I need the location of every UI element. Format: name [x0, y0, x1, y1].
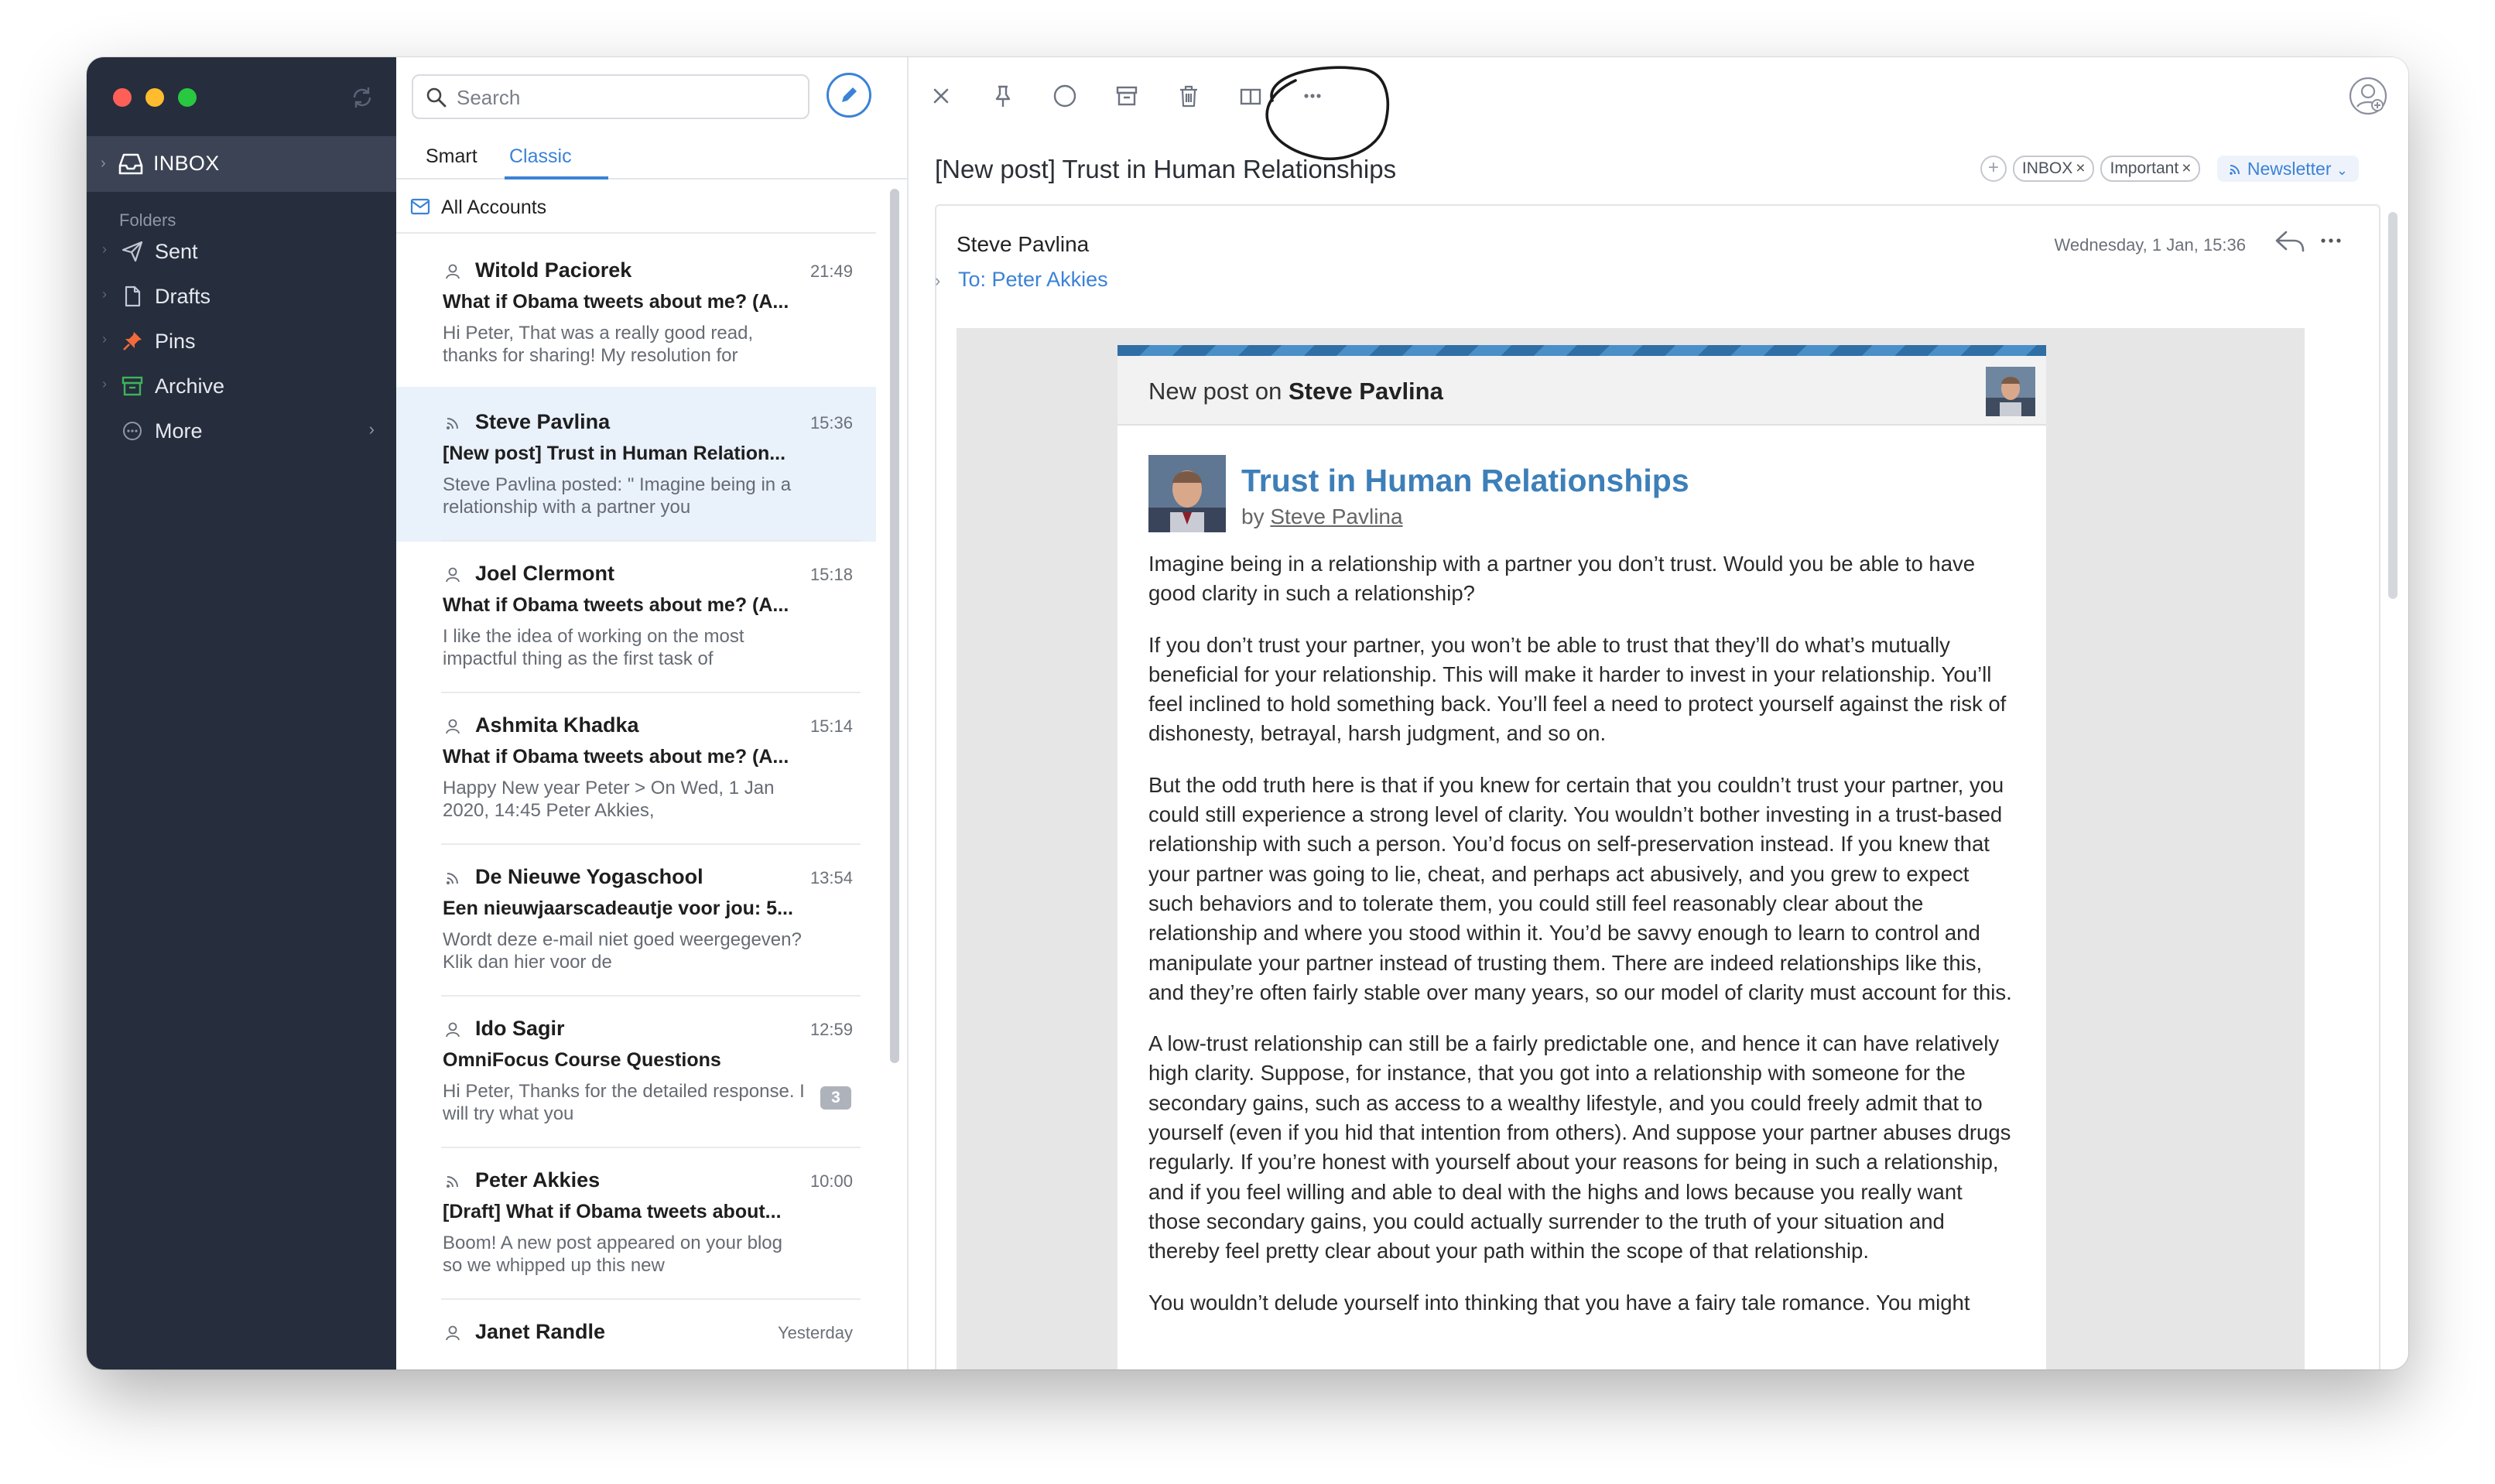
message-row[interactable] [396, 235, 876, 390]
email-subject: [New post] Trust in Human Relationships [935, 155, 1397, 183]
message-sender: Peter Akkies [475, 1168, 601, 1192]
post-title-link[interactable]: Trust in Human Relationships [1241, 463, 1689, 498]
message-preview: I like the idea of working on the most impactful thing as the first task of [443, 626, 744, 669]
message-sender: Ido Sagir [475, 1017, 565, 1040]
rss-icon [444, 1173, 461, 1190]
chevron-right-icon[interactable]: › [935, 271, 941, 290]
message-subject: What if Obama tweets about me? (A... [443, 291, 789, 313]
ellipsis-circle-icon [121, 419, 144, 443]
sidebar-item-sent[interactable] [87, 229, 396, 272]
message-preview: Wordt deze e-mail niet goed weergegeven? Klik dan hier voor de [443, 929, 802, 973]
chevron-right-icon[interactable]: › [101, 155, 106, 172]
list-tabs [396, 132, 907, 180]
chevron-right-icon: › [368, 419, 375, 439]
message-sender: Janet Randle [475, 1320, 606, 1343]
rss-icon [444, 415, 461, 432]
person-icon [444, 718, 461, 735]
add-tag-button[interactable]: + [1980, 156, 2007, 182]
newsletter-label: Newsletter [2247, 159, 2332, 179]
tab-classic[interactable]: Classic [509, 145, 572, 167]
message-sender: Ashmita Khadka [475, 713, 639, 737]
message-preview: Boom! A new post appeared on your blog so we whipped up this new [443, 1233, 782, 1276]
message-preview: Happy New year Peter > On Wed, 1 Jan 2020, 14:45 Peter Akkies, [443, 778, 775, 821]
sidebar [87, 57, 396, 1369]
message-subject: What if Obama tweets about me? (A... [443, 594, 789, 616]
chevron-right-icon[interactable]: › [102, 241, 107, 257]
header-prefix: New post on [1148, 378, 1282, 405]
author-link[interactable]: Steve Pavlina [1270, 504, 1403, 528]
sidebar-item-label: Sent [155, 240, 198, 263]
message-time: 10:00 [809, 1171, 853, 1191]
sidebar-item-drafts[interactable] [87, 274, 396, 317]
all-accounts-row[interactable] [396, 181, 876, 234]
rss-icon [2228, 162, 2242, 176]
message-preview: Steve Pavlina posted: " Imagine being in a relationship with a partner you [443, 474, 792, 518]
paper-plane-icon [121, 240, 144, 263]
message-row[interactable] [396, 842, 876, 997]
chevron-right-icon[interactable]: › [102, 376, 107, 392]
thread-count-badge: 3 [820, 1086, 851, 1110]
message-subject: [New post] Trust in Human Relation... [443, 443, 786, 464]
message-subject: Een nieuwjaarscadeautje voor jou: 5... [443, 898, 793, 919]
search-box[interactable] [412, 74, 809, 119]
message-sender: De Nieuwe Yogaschool [475, 865, 703, 888]
search-input[interactable] [457, 84, 797, 111]
hand-drawn-circle-annotation [1249, 60, 1393, 164]
newsletter-header-text [1148, 378, 1443, 405]
sidebar-item-archive[interactable] [87, 364, 396, 407]
post-paragraph: A low-trust relationship can still be a fairly predictable one, and hence it can have relatively high clarity. Suppose, for instance, that you got into a relationship with someone for the secondary gains, such as access to a wealthy lifestyle, and you could freely admit that to yourself (even if you hid that intention from others). And suppose your partner abuses drugs regularly. If you’re honest with yourself about your reasons for being in such a relationship, and if you feel willing and able to deal with the highs and lows because you really want those secondary gains, you could actually surrender to the truth of your situation and thereby feel pretty clear about your path within the scope of that relationship. [1148, 1031, 2011, 1263]
document-icon [121, 285, 144, 308]
list-scrollbar[interactable] [890, 189, 899, 1063]
chevron-down-icon: ⌄ [2336, 162, 2348, 178]
reader-scrollbar[interactable] [2388, 212, 2397, 599]
post-body [1148, 549, 2020, 1339]
post-paragraph: Imagine being in a relationship with a partner you don’t trust. Would you be able to have good clarity in such a relationship? [1148, 552, 1976, 606]
post-paragraph: You wouldn’t delude yourself into thinking that you have a fairy tale romance. You might [1148, 1290, 1970, 1315]
post-paragraph: But the odd truth here is that if you knew for certain that you couldn’t trust your partner, you could still experience a strong level of clarity. You wouldn’t bother investing in a trust-based relationship with such a person. You’d focus on self-preservation instead. If you knew that your partner was going to lie, cheat, and perhaps act abusively, and you grew to expect such behaviors and to tolerate them, you could still feel reasonably clear about the relationship and where you stood within it. You’d be savvy enough to learn to control and manipulate your partner instead of trusting them. There are indeed relationships like this, and they’re often fairly stable over many years, so our model of clarity must account for this. [1148, 772, 2012, 1004]
sync-icon[interactable] [350, 85, 375, 110]
reading-pane [909, 57, 2408, 1369]
message-sender: Steve Pavlina [475, 410, 611, 433]
account-avatar-icon[interactable] [2348, 76, 2388, 116]
message-subject: [Draft] What if Obama tweets about... [443, 1201, 782, 1222]
recipient-line[interactable] [935, 268, 1108, 292]
folders-heading: Folders [119, 210, 176, 230]
newsletter-header-stripe [1117, 345, 2046, 356]
all-accounts-label: All Accounts [441, 197, 547, 218]
message-sender: Witold Paciorek [475, 258, 632, 282]
message-time: Yesterday [777, 1323, 853, 1342]
email-date: Wednesday, 1 Jan, 15:36 [2054, 235, 2246, 255]
tag-chip-inbox[interactable] [2013, 156, 2095, 182]
sidebar-item-inbox[interactable] [87, 136, 396, 192]
sidebar-item-label: INBOX [153, 152, 220, 175]
message-row[interactable] [396, 539, 876, 693]
message-row[interactable] [396, 387, 876, 542]
sidebar-item-label: Pins [155, 330, 196, 353]
newsletter-category-button[interactable] [2217, 156, 2359, 182]
compose-button[interactable] [827, 73, 871, 118]
post-paragraph: If you don’t trust your partner, you won’t be able to trust that they’ll do what’s mutually beneficial for your relationship. This will make it harder to invest in your relationship. You’ll feel inclined to hold something back. You’ll feel a need to protect yourself against the risk of dishonesty, betrayal, harsh judgment, and so on. [1148, 632, 2007, 746]
archive-box-icon [121, 374, 144, 398]
pencil-icon [839, 85, 859, 105]
minimize-window-button[interactable] [145, 88, 164, 107]
message-time: 15:18 [809, 565, 853, 584]
pin-icon [121, 330, 144, 353]
pin-icon[interactable] [987, 80, 1018, 111]
message-row[interactable] [396, 993, 876, 1148]
sidebar-item-label: Archive [155, 374, 225, 398]
sidebar-item-pins[interactable] [87, 319, 396, 362]
author-photo[interactable] [1148, 455, 1226, 532]
tag-chip-important[interactable] [2100, 156, 2200, 182]
trash-icon[interactable] [1173, 80, 1204, 111]
remove-tag-icon[interactable]: × [2182, 159, 2192, 177]
sidebar-item-more[interactable] [87, 409, 396, 452]
mail-app-window [87, 57, 2408, 1369]
message-time: 12:59 [809, 1020, 853, 1039]
message-time: 15:14 [809, 716, 853, 736]
message-subject: OmniFocus Course Questions [443, 1049, 721, 1071]
newsletter-header [1117, 356, 2046, 426]
rss-icon [444, 870, 461, 887]
message-time: 13:54 [809, 868, 853, 887]
remove-tag-icon[interactable]: × [2076, 159, 2086, 177]
envelope-icon [410, 198, 430, 215]
message-time: 15:36 [809, 413, 853, 433]
active-tab-indicator [505, 176, 608, 180]
mark-unread-circle-icon[interactable] [1049, 80, 1080, 111]
message-row[interactable] [396, 690, 876, 845]
window-controls [113, 88, 197, 107]
tag-label: Important [2110, 159, 2179, 177]
reply-icon[interactable] [2272, 227, 2306, 255]
more-icon[interactable] [2317, 229, 2345, 252]
message-list-pane [396, 57, 909, 1369]
tag-label: INBOX [2021, 159, 2073, 177]
sender-name[interactable]: Steve Pavlina [957, 232, 1090, 256]
sidebar-item-label: More [155, 419, 203, 443]
message-preview: Hi Peter, That was a really good read, thanks for sharing! My resolution for [443, 323, 754, 366]
person-icon [444, 1021, 461, 1038]
close-icon[interactable] [926, 80, 957, 111]
message-sender: Joel Clermont [475, 562, 615, 585]
message-subject: What if Obama tweets about me? (A... [443, 746, 789, 768]
recipient-text: To: Peter Akkies [958, 268, 1108, 291]
newsletter-content [1117, 345, 2046, 1369]
person-icon [444, 1325, 461, 1342]
tab-smart[interactable]: Smart [426, 145, 477, 167]
close-window-button[interactable] [113, 88, 132, 107]
chevron-right-icon[interactable]: › [102, 331, 107, 347]
message-row[interactable] [396, 1297, 876, 1369]
message-preview: Hi Peter, Thanks for the detailed response. I will try what you [443, 1081, 805, 1124]
chevron-right-icon[interactable]: › [102, 286, 107, 302]
person-icon [444, 566, 461, 583]
header-site-name: Steve Pavlina [1288, 378, 1443, 405]
search-icon [426, 87, 447, 108]
sidebar-item-label: Drafts [155, 285, 211, 308]
inbox-tray-icon [118, 152, 144, 176]
message-row[interactable] [396, 1145, 876, 1300]
archive-icon[interactable] [1111, 80, 1142, 111]
author-thumbnail[interactable] [1986, 367, 2035, 416]
post-byline [1241, 504, 1403, 529]
person-icon [444, 263, 461, 280]
zoom-window-button[interactable] [178, 88, 197, 107]
message-time: 21:49 [809, 262, 853, 281]
tag-chips [1980, 155, 2359, 183]
byline-prefix: by [1241, 504, 1265, 528]
